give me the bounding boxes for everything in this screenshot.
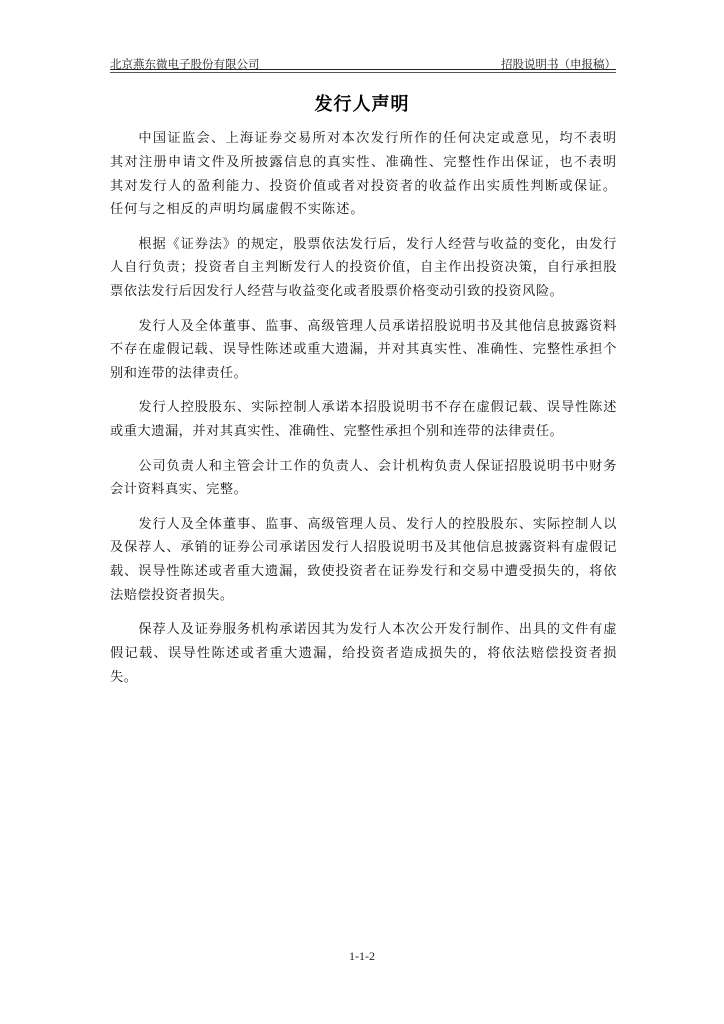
paragraph-2: 根据《证券法》的规定，股票依法发行后，发行人经营与收益的变化，由发行人自行负责；投资者自主判断发行人的投资价值，自主作出投资决策，自行承担股票依法发行后因发行人经营与收益变化或者股票价格变动引致的投资风险。	[110, 236, 617, 300]
header-document-type: 招股说明书（申报稿）	[501, 57, 616, 71]
paragraph-3: 发行人及全体董事、监事、高级管理人员承诺招股说明书及其他信息披露资料不存在虚假记载、误导性陈述或重大遗漏，并对其真实性、准确性、完整性承担个别和连带的法律责任。	[110, 318, 617, 382]
header-rule-thick	[110, 69, 616, 70]
page-title: 发行人声明	[314, 94, 410, 115]
paragraph-7: 保荐人及证券服务机构承诺因其为发行人本次公开发行制作、出具的文件有虚假记载、误导性陈述或者重大遗漏，给投资者造成损失的，将依法赔偿投资者损失。	[110, 622, 617, 685]
paragraph-6: 发行人及全体董事、监事、高级管理人员、发行人的控股股东、实际控制人以及保荐人、承销的证券公司承诺因发行人招股说明书及其他信息披露资料有虚假记载、误导性陈述或者重大遗漏，致使投资者在证券发行和交易中遭受损失的，将依法赔偿投资者损失。	[110, 516, 617, 604]
paragraph-4: 发行人控股股东、实际控制人承诺本招股说明书不存在虚假记载、误导性陈述或重大遗漏，并对其真实性、准确性、完整性承担个别和连带的法律责任。	[110, 400, 617, 440]
header-company-name: 北京燕东微电子股份有限公司	[110, 57, 260, 71]
declaration-body	[110, 127, 617, 700]
paragraph-1: 中国证监会、上海证券交易所对本次发行所作的任何决定或意见，均不表明其对注册申请文件及所披露信息的真实性、准确性、完整性作出保证，也不表明其对发行人的盈利能力、投资价值或者对投资者的收益作出实质性判断或保证。任何与之相反的声明均属虚假不实陈述。	[110, 131, 617, 218]
paragraph-5: 公司负责人和主管会计工作的负责人、会计机构负责人保证招股说明书中财务会计资料真实、完整。	[110, 458, 617, 498]
page-number: 1-1-2	[349, 949, 375, 963]
header-rule-thin	[110, 72, 616, 73]
